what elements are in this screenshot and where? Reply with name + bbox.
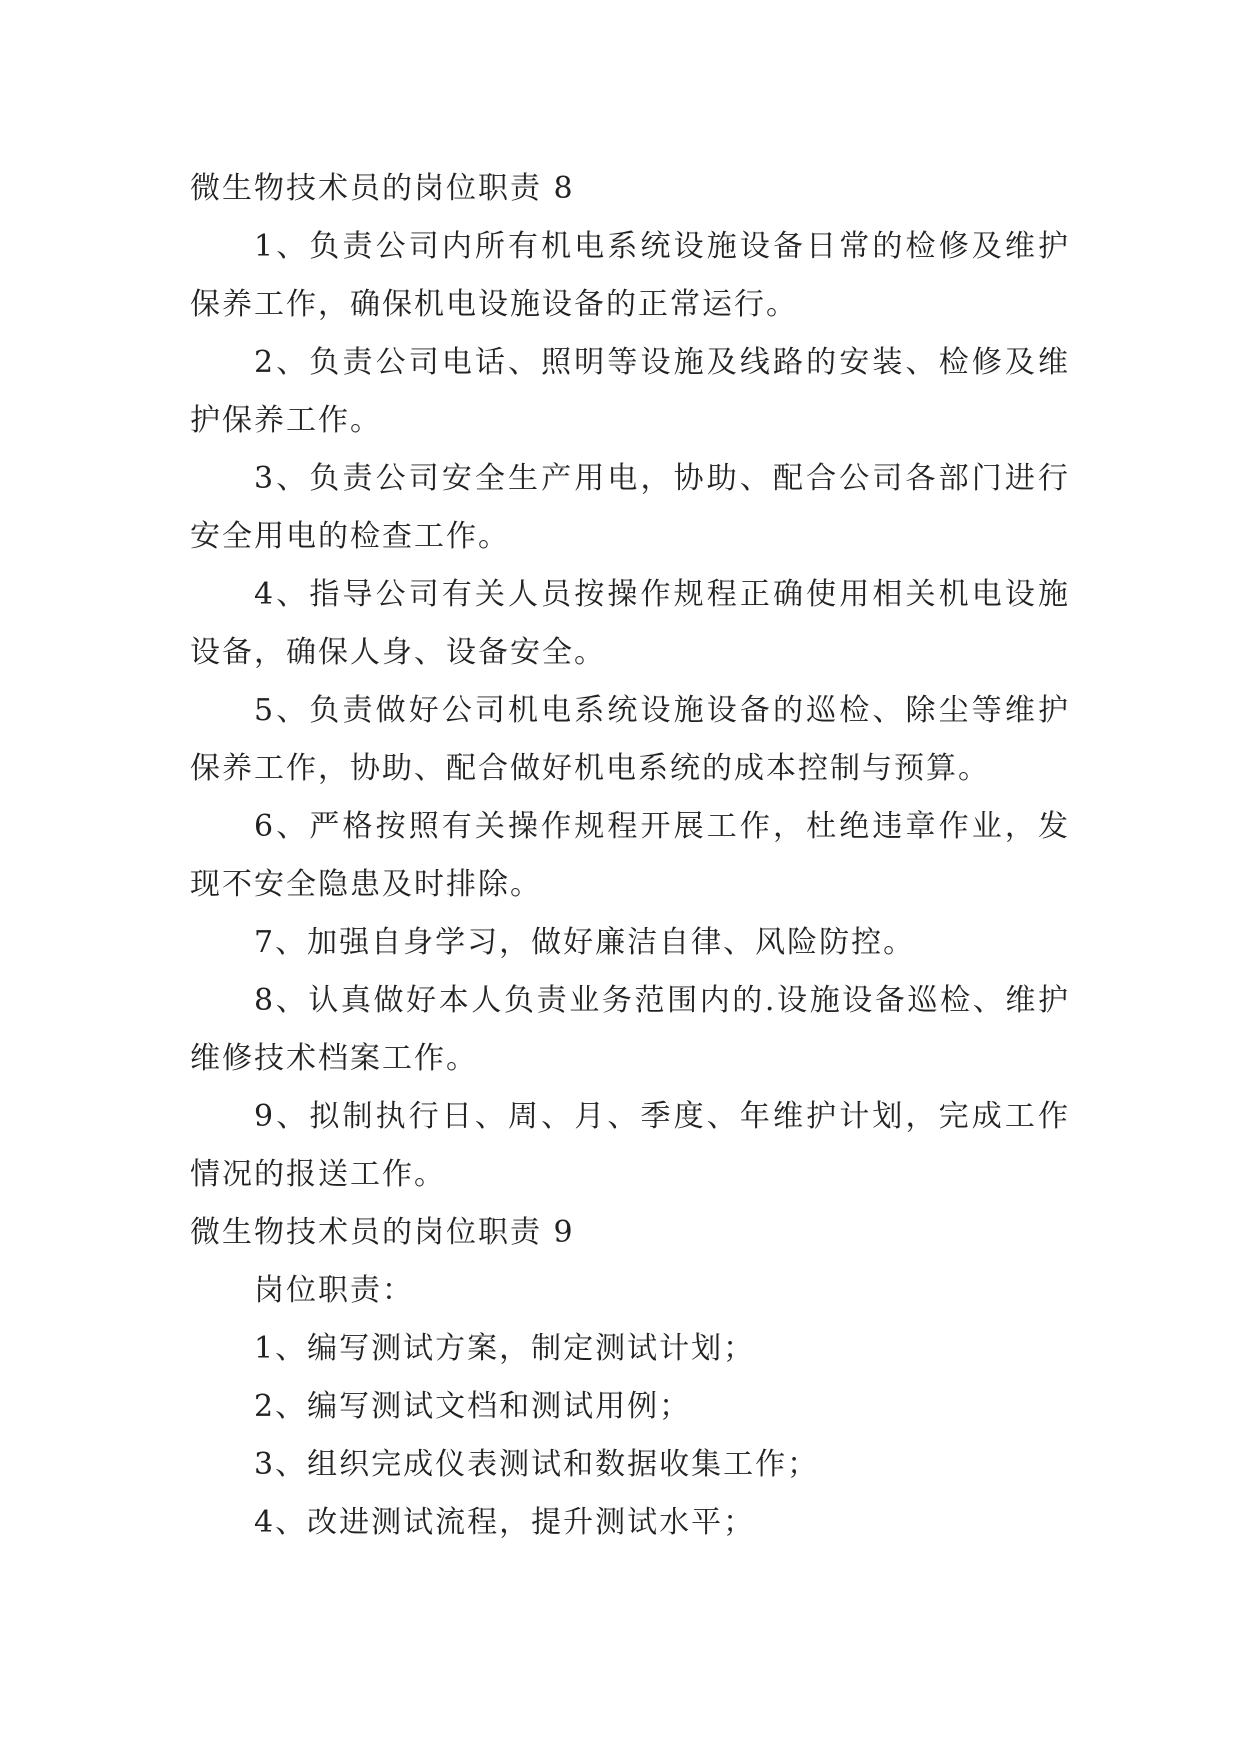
section-heading: 微生物技术员的岗位职责 9 (190, 1215, 575, 1250)
section-heading: 微生物技术员的岗位职责 8 (190, 171, 575, 206)
duty-item-5: 5、负责做好公司机电系统设施设备的巡检、除尘等维护保养工作，协助、配合做好机电系统的成本控制与预算。 (190, 693, 1070, 786)
duty-item-1: 1、负责公司内所有机电系统设施设备日常的检修及维护保养工作，确保机电设施设备的正常运行。 (190, 229, 1070, 322)
duty-item-8: 8、认真做好本人负责业务范围内的.设施设备巡检、维护维修技术档案工作。 (190, 983, 1070, 1076)
duty-item-9: 9、拟制执行日、周、月、季度、年维护计划，完成工作情况的报送工作。 (190, 1099, 1070, 1192)
duty-item-6: 6、严格按照有关操作规程开展工作，杜绝违章作业，发现不安全隐患及时排除。 (190, 809, 1070, 902)
duty-item-7: 7、加强自身学习，做好廉洁自律、风险防控。 (254, 925, 916, 960)
duty-item-3: 3、组织完成仪表测试和数据收集工作； (254, 1447, 820, 1482)
duty-item-4: 4、指导公司有关人员按操作规程正确使用相关机电设施设备，确保人身、设备安全。 (190, 577, 1070, 670)
duty-item-2: 2、编写测试文档和测试用例； (254, 1389, 692, 1424)
duty-item-2: 2、负责公司电话、照明等设施及线路的安装、检修及维护保养工作。 (190, 345, 1070, 438)
duty-item-3: 3、负责公司安全生产用电，协助、配合公司各部门进行安全用电的检查工作。 (190, 461, 1070, 554)
duty-item-1: 1、编写测试方案，制定测试计划； (254, 1331, 756, 1366)
document-body (190, 160, 1070, 1552)
duty-item-4: 4、改进测试流程，提升测试水平； (254, 1505, 756, 1540)
section-subheading: 岗位职责： (254, 1273, 414, 1308)
